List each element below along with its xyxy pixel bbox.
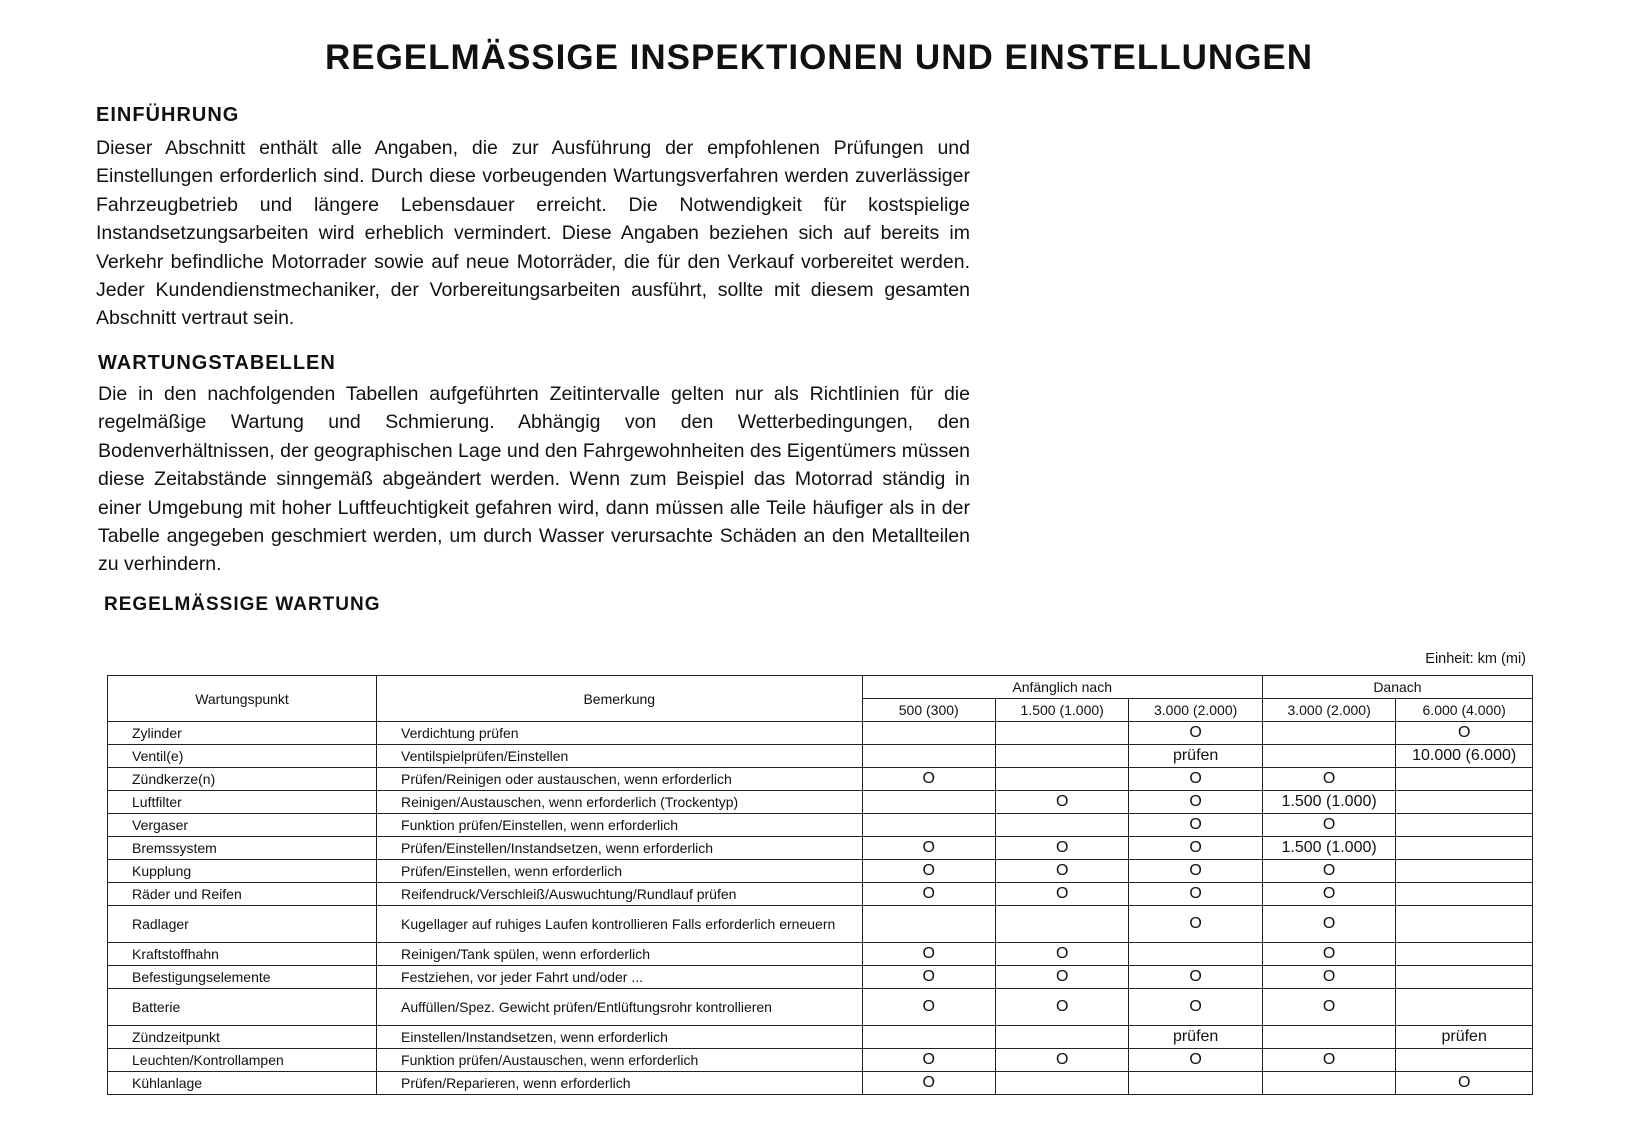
header-col: 500 (300) xyxy=(862,699,995,722)
cell-interval xyxy=(1129,1072,1262,1095)
cell-interval: O xyxy=(1262,814,1395,837)
cell-interval: O xyxy=(995,1049,1128,1072)
cell-interval: O xyxy=(995,989,1128,1026)
cell-interval: prüfen xyxy=(1129,1026,1262,1049)
header-col: 6.000 (4.000) xyxy=(1396,699,1533,722)
cell-interval: 10.000 (6.000) xyxy=(1396,745,1533,768)
page-title: REGELMÄSSIGE INSPEKTIONEN UND EINSTELLUNGEN xyxy=(324,38,1314,77)
tables-paragraph: Die in den nachfolgenden Tabellen aufgeführten Zeitintervalle gelten nur als Richtlinien für die regelmäßige Wartung und Schmierung. Abhängig von den Wetterbedingungen, den Bodenverhältnissen, der geographischen Lage und den Fahrgewohnheiten des Eigentümers müssen diese Zeitabstände sinngemäß abgeändert werden. Wenn zum Beispiel das Motorrad ständig in einer Umgebung mit hoher Luftfeuchtigkeit gefahren wird, dann müssen alle Teile häufiger als in der Tabelle angegeben geschmiert werden, um durch Wasser verursachte Schäden an den Metallteilen zu verhindern. xyxy=(98,383,970,576)
table-row xyxy=(108,768,1533,791)
cell-interval xyxy=(1396,883,1533,906)
cell-remark: Einstellen/Instandsetzen, wenn erforderlich xyxy=(377,1026,862,1049)
cell-interval xyxy=(1396,966,1533,989)
header-after: Danach xyxy=(1262,676,1532,699)
cell-interval: O xyxy=(1129,966,1262,989)
cell-remark: Reinigen/Tank spülen, wenn erforderlich xyxy=(377,943,862,966)
cell-interval: O xyxy=(1262,943,1395,966)
cell-item: Zylinder xyxy=(108,722,377,745)
cell-item: Zündkerze(n) xyxy=(108,768,377,791)
table-row xyxy=(108,791,1533,814)
cell-remark: Funktion prüfen/Austauschen, wenn erforderlich xyxy=(377,1049,862,1072)
cell-interval: O xyxy=(862,883,995,906)
cell-interval: O xyxy=(995,837,1128,860)
cell-interval xyxy=(1129,943,1262,966)
cell-interval xyxy=(1396,791,1533,814)
cell-interval: O xyxy=(1262,906,1395,943)
cell-remark: Kugellager auf ruhiges Laufen kontrollieren Falls erforderlich erneuern xyxy=(377,906,862,943)
cell-interval: O xyxy=(1129,722,1262,745)
cell-interval xyxy=(1396,768,1533,791)
cell-item: Bremssystem xyxy=(108,837,377,860)
cell-item: Radlager xyxy=(108,906,377,943)
cell-item: Leuchten/Kontrollampen xyxy=(108,1049,377,1072)
cell-interval xyxy=(1396,1049,1533,1072)
cell-interval: O xyxy=(1262,989,1395,1026)
intro-heading: EINFÜHRUNG xyxy=(96,104,240,126)
cell-interval: O xyxy=(862,989,995,1026)
cell-interval: O xyxy=(862,768,995,791)
cell-interval: O xyxy=(995,943,1128,966)
cell-remark: Ventilspielprüfen/Einstellen xyxy=(377,745,862,768)
unit-label: Einheit: km (mi) xyxy=(1425,651,1526,667)
cell-interval: O xyxy=(1262,1049,1395,1072)
cell-interval: O xyxy=(1129,1049,1262,1072)
cell-remark: Prüfen/Reinigen oder austauschen, wenn erforderlich xyxy=(377,768,862,791)
table-row xyxy=(108,1026,1533,1049)
cell-interval xyxy=(862,906,995,943)
cell-item: Befestigungselemente xyxy=(108,966,377,989)
cell-interval: 1.500 (1.000) xyxy=(1262,837,1395,860)
table-row xyxy=(108,883,1533,906)
cell-interval xyxy=(1396,814,1533,837)
cell-interval: O xyxy=(862,860,995,883)
cell-interval xyxy=(1262,1072,1395,1095)
cell-interval: O xyxy=(1129,860,1262,883)
cell-interval xyxy=(1396,837,1533,860)
table-row xyxy=(108,966,1533,989)
cell-interval xyxy=(1396,860,1533,883)
cell-remark: Festziehen, vor jeder Fahrt und/oder ... xyxy=(377,966,862,989)
cell-interval: O xyxy=(1396,722,1533,745)
cell-interval xyxy=(1396,906,1533,943)
cell-interval: O xyxy=(1262,768,1395,791)
cell-interval: O xyxy=(1262,883,1395,906)
cell-interval: 1.500 (1.000) xyxy=(1262,791,1395,814)
cell-interval: O xyxy=(862,1049,995,1072)
table-row xyxy=(108,837,1533,860)
cell-interval: O xyxy=(1262,966,1395,989)
cell-interval xyxy=(1396,943,1533,966)
cell-interval xyxy=(862,722,995,745)
cell-item: Vergaser xyxy=(108,814,377,837)
cell-interval: O xyxy=(995,883,1128,906)
cell-interval xyxy=(1262,1026,1395,1049)
table-row xyxy=(108,989,1533,1026)
cell-interval: O xyxy=(862,837,995,860)
header-item: Wartungspunkt xyxy=(108,676,377,722)
cell-interval xyxy=(862,1026,995,1049)
table-header-row xyxy=(108,676,1533,699)
cell-item: Räder und Reifen xyxy=(108,883,377,906)
cell-interval: prüfen xyxy=(1129,745,1262,768)
cell-interval: O xyxy=(1129,989,1262,1026)
cell-interval: O xyxy=(862,966,995,989)
cell-interval: O xyxy=(995,791,1128,814)
cell-interval: prüfen xyxy=(1396,1026,1533,1049)
table-row xyxy=(108,1072,1533,1095)
table-row xyxy=(108,814,1533,837)
cell-remark: Verdichtung prüfen xyxy=(377,722,862,745)
cell-interval: O xyxy=(1129,791,1262,814)
cell-remark: Auffüllen/Spez. Gewicht prüfen/Entlüftungsrohr kontrollieren xyxy=(377,989,862,1026)
cell-interval xyxy=(995,1072,1128,1095)
cell-interval xyxy=(995,906,1128,943)
cell-remark: Reifendruck/Verschleiß/Auswuchtung/Rundlauf prüfen xyxy=(377,883,862,906)
cell-interval: O xyxy=(862,1072,995,1095)
cell-interval xyxy=(1262,722,1395,745)
maintenance-table xyxy=(107,675,1533,1095)
cell-interval xyxy=(862,814,995,837)
table-row xyxy=(108,745,1533,768)
cell-remark: Reinigen/Austauschen, wenn erforderlich (Trockentyp) xyxy=(377,791,862,814)
cell-interval: O xyxy=(862,943,995,966)
cell-item: Kühlanlage xyxy=(108,1072,377,1095)
cell-interval xyxy=(995,768,1128,791)
header-remark: Bemerkung xyxy=(377,676,862,722)
header-col: 3.000 (2.000) xyxy=(1129,699,1262,722)
cell-interval xyxy=(995,722,1128,745)
cell-interval: O xyxy=(995,860,1128,883)
cell-interval xyxy=(995,814,1128,837)
cell-item: Zündzeitpunkt xyxy=(108,1026,377,1049)
cell-item: Ventil(e) xyxy=(108,745,377,768)
table-row xyxy=(108,1049,1533,1072)
table-row xyxy=(108,906,1533,943)
header-initial: Anfänglich nach xyxy=(862,676,1262,699)
cell-item: Batterie xyxy=(108,989,377,1026)
cell-interval xyxy=(1396,989,1533,1026)
maintenance-heading: REGELMÄSSIGE WARTUNG xyxy=(104,594,381,615)
cell-remark: Prüfen/Reparieren, wenn erforderlich xyxy=(377,1072,862,1095)
cell-remark: Prüfen/Einstellen, wenn erforderlich xyxy=(377,860,862,883)
cell-item: Luftfilter xyxy=(108,791,377,814)
cell-interval: O xyxy=(1262,860,1395,883)
tables-heading: WARTUNGSTABELLEN xyxy=(98,352,336,374)
cell-interval: O xyxy=(1129,883,1262,906)
cell-interval: O xyxy=(1129,814,1262,837)
header-col: 1.500 (1.000) xyxy=(995,699,1128,722)
table-row xyxy=(108,722,1533,745)
cell-interval: O xyxy=(1129,906,1262,943)
cell-item: Kraftstoffhahn xyxy=(108,943,377,966)
header-col: 3.000 (2.000) xyxy=(1262,699,1395,722)
cell-interval xyxy=(862,791,995,814)
cell-interval xyxy=(995,745,1128,768)
cell-interval: O xyxy=(1396,1072,1533,1095)
table-row xyxy=(108,860,1533,883)
cell-remark: Prüfen/Einstellen/Instandsetzen, wenn erforderlich xyxy=(377,837,862,860)
cell-interval: O xyxy=(1129,837,1262,860)
intro-paragraph: Dieser Abschnitt enthält alle Angaben, die zur Ausführung der empfohlenen Prüfungen und Einstellungen erforderlich sind. Durch diese vorbeugenden Wartungsverfahren werden zuverlässiger Fahrzeugbetrieb und längere Lebensdauer erreicht. Die Notwendigkeit für kostspielige Instandsetzungsarbeiten wird erheblich vermindert. Diese Angaben beziehen sich auf bereits im Verkehr befindliche Motorrader sowie auf neue Motorräder, die für den Verkauf vorbereitet werden. Jeder Kundendienstmechaniker, der Vorbereitungsarbeiten ausführt, sollte mit diesem gesamten Abschnitt vertraut sein. xyxy=(96,137,970,330)
cell-interval: O xyxy=(1129,768,1262,791)
table-row xyxy=(108,943,1533,966)
cell-interval: O xyxy=(995,966,1128,989)
cell-remark: Funktion prüfen/Einstellen, wenn erforderlich xyxy=(377,814,862,837)
cell-interval xyxy=(995,1026,1128,1049)
cell-item: Kupplung xyxy=(108,860,377,883)
cell-interval xyxy=(1262,745,1395,768)
cell-interval xyxy=(862,745,995,768)
